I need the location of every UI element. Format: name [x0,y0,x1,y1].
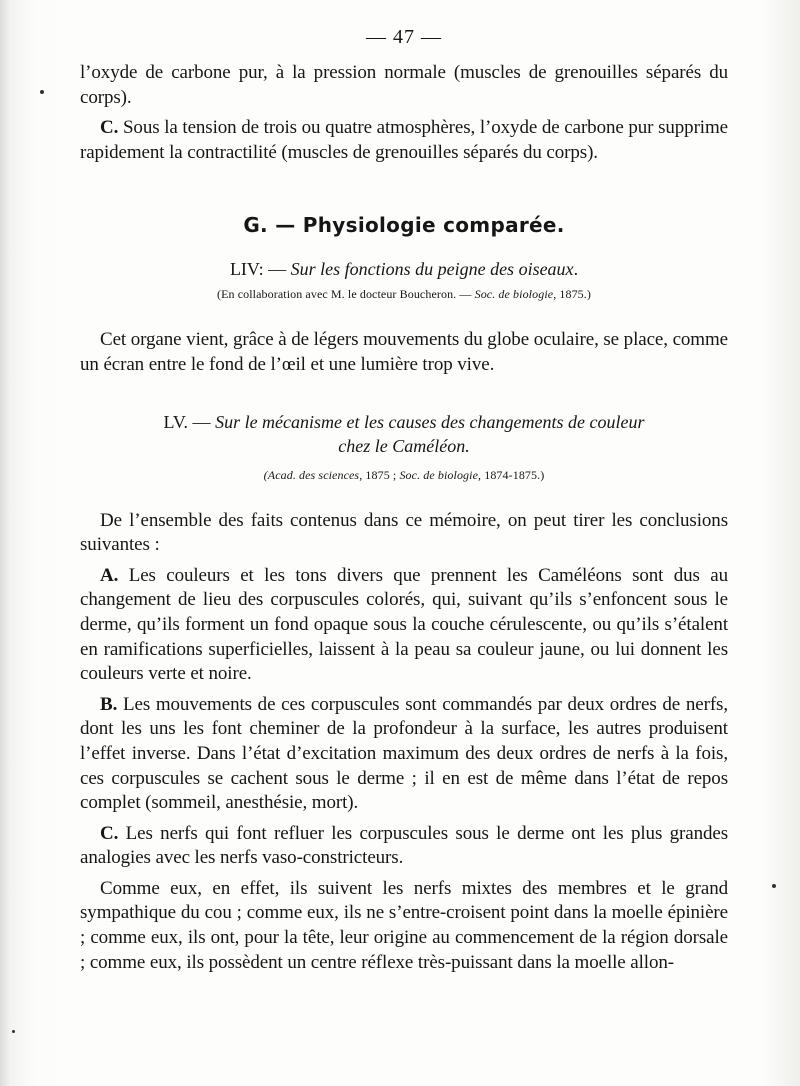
article-lv-title [80,410,728,458]
para-lead-c2: C. [100,822,119,844]
lv-paragraph-c [80,822,728,871]
lv-citation-a: (Acad. des sciences [263,467,360,482]
lv-b-text: Les mouvements de ces corpuscules sont commandés par deux ordres de nerfs, dont les uns les font cheminer de la profondeur à la surface, les autres produisent l’effet inverse. Dans l’état d’excitation maximum des deux ordres de nerfs à la fois, ces corpuscules se cachent sous le derme ; il en est de même dans l’état de repos complet (sommeil, anesthésie, mort). [80,693,728,814]
lv-a-text: Les couleurs et les tons divers que prennent les Caméléons sont dus au changement de lieu des corpuscules colorés, qui, suivant qu’ils s’enfoncent sous le derme, qu’ils forment un fond opaque sous la couche cérulescente, ou qu’ils s’étalent en ramifications superficielles, laissent à la peau sa couleur jaune, ou lui donnent les couleurs verte et noire. [80,564,728,685]
lv-paragraph-a [80,564,728,687]
lv-title-line2: chez le Caméléon. [338,435,470,456]
paragraph-intro: l’oxyde de carbone pur, à la pression normale (muscles de grenouilles séparés du corps). [80,62,728,108]
liv-body: Cet organe vient, grâce à de légers mouvements du globe oculaire, se place, comme un écran entre le fond de l’œil et une lumière trop vive. [80,329,728,375]
lv-paragraph-b [80,693,728,816]
lv-number: LV. — [163,411,216,432]
lv-citation-b: , 1875 ; [359,467,400,482]
liv-number: LIV: — [229,259,291,280]
page-number: — 47 — [366,26,442,48]
liv-citation-post: , 1875.) [553,287,591,302]
para-lead-c: C. [100,117,119,139]
lv-citation-d: , 1874-1875.) [478,467,545,482]
lv-c-text: Les nerfs qui font refluer les corpuscules sous le derme ont les plus grandes analogies avec les nerfs vaso-constricteurs. [80,822,728,869]
lv-title-line1: Sur le mécanisme et les causes des changements de couleur [215,411,645,432]
ink-speck [12,1030,15,1033]
lv-intro: De l’ensemble des faits contenus dans ce mémoire, on peut tirer les conclusions suivantes : [80,509,728,556]
ink-speck [772,884,776,888]
para-lead-b: B. [100,693,118,715]
lv-citation-c: Soc. de biologie [399,467,479,482]
liv-citation-journal: Soc. de biologie [474,287,554,302]
ink-speck [40,90,44,94]
article-liv-title [80,259,728,280]
para-lead-a: A. [100,564,119,586]
liv-title-text: Sur les fonctions du peigne des oiseaux [290,259,574,280]
paragraph-c1 [80,116,728,165]
liv-title-end: . [573,259,579,280]
lv-paragraph-last: Comme eux, en effet, ils suivent les nerfs mixtes des membres et le grand sympathique du cou ; comme eux, ils ne s’entre-croisent point dans la moelle épinière ; comme eux, ils ont, pour la tête, leur origine au commencement de la région dorsale ; comme eux, ils possèdent un centre réflexe très-puissant dans la moelle allon- [80,877,728,973]
liv-citation [80,287,728,302]
lv-citation [80,468,728,483]
section-heading: G. — Physiologie comparée. [243,213,565,238]
para-c1-text: Sous la tension de trois ou quatre atmosphères, l’oxyde de carbone pur supprime rapidement la contractilité (muscles de grenouilles séparés du corps). [80,117,728,163]
liv-citation-pre: (En collaboration avec M. le docteur Boucheron. — [217,287,475,302]
